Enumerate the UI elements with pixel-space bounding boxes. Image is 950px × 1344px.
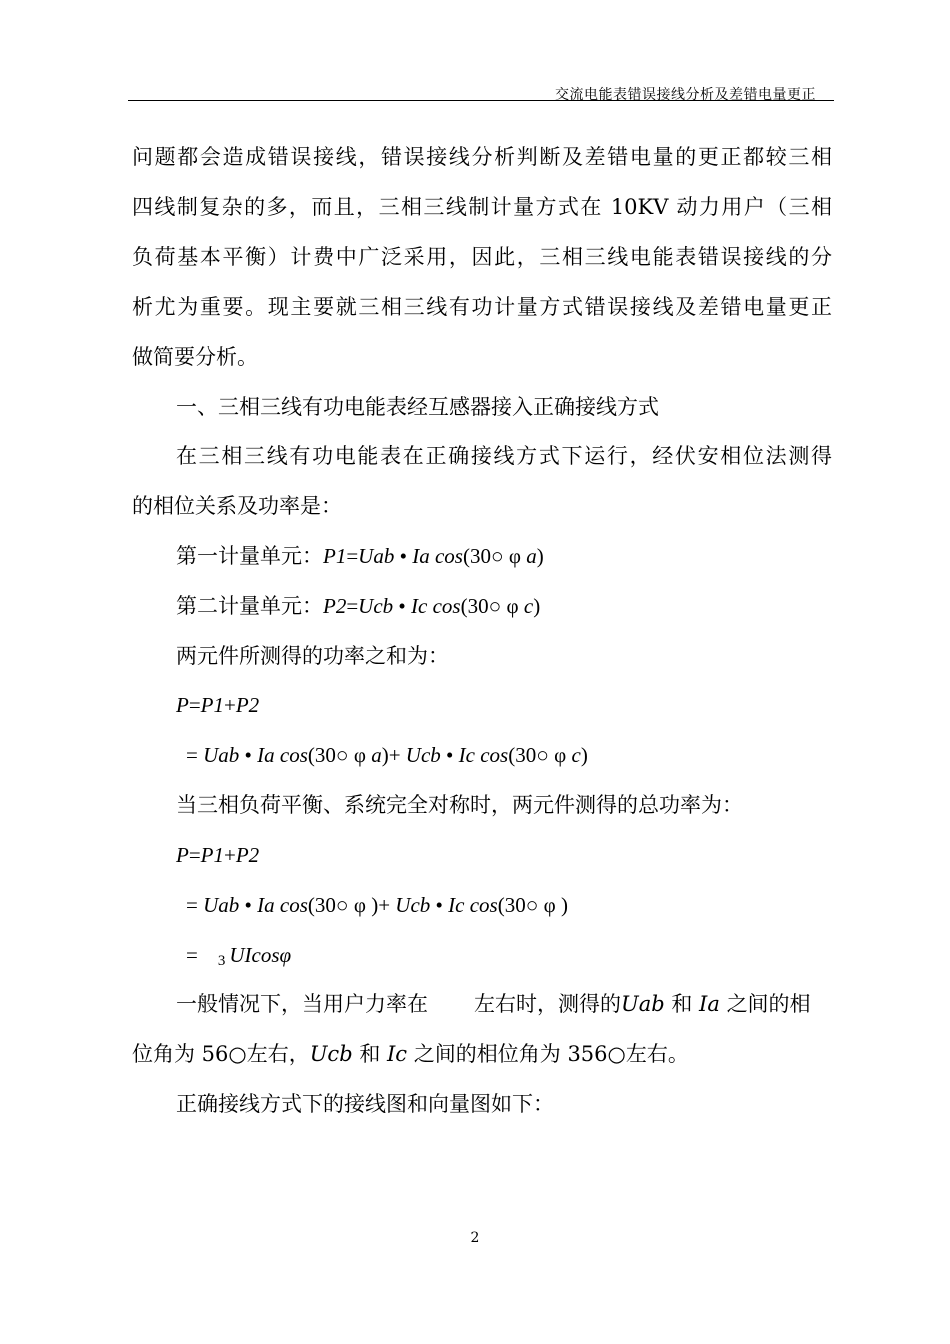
formula-result: = 3 UIcosφ [186, 943, 292, 969]
header-title: 交流电能表错误接线分析及差错电量更正 [555, 87, 816, 103]
section-heading: 一、三相三线有功电能表经互感器接入正确接线方式 [176, 395, 659, 419]
paragraph-line: 正确接线方式下的接线图和向量图如下： [176, 1092, 554, 1116]
paragraph-line: 位角为 56○左右，Ucb 和 Ic 之间的相位角为 356○左右。 [132, 1042, 689, 1066]
paragraph-line: 两元件所测得的功率之和为： [176, 644, 449, 668]
formula-balanced-expanded: = Uab • Ia cos(30○ φ )+ Ucb • Ic cos(30○ φ ) [186, 893, 569, 917]
paragraph-line: 一般情况下，当用户力率在 左右时，测得的Uab 和 Ia 之间的相 [176, 992, 811, 1016]
paragraph-line: 析尤为重要。现主要就三相三线有功计量方式错误接线及差错电量更正 [132, 295, 832, 319]
paragraph-line: 在三相三线有功电能表在正确接线方式下运行，经伏安相位法测得 [176, 444, 832, 468]
paragraph-line: 的相位关系及功率是： [132, 494, 342, 518]
paragraph-line: 负荷基本平衡）计费中广泛采用，因此，三相三线电能表错误接线的分 [132, 245, 832, 269]
formula-sum: P=P1+P2 [176, 693, 260, 717]
formula-unit1: 第一计量单元：P1=Uab • Ia cos(30○ φ a) [176, 544, 544, 568]
label: 第一计量单元： [176, 544, 323, 568]
formula-unit2: 第二计量单元：P2=Ucb • Ic cos(30○ φ c) [176, 594, 541, 618]
paragraph-line: 四线制复杂的多，而且，三相三线制计量方式在 10KV 动力用户（三相 [132, 195, 832, 219]
label: 第二计量单元： [176, 594, 323, 618]
sqrt3: 3 [217, 953, 226, 969]
paragraph-line: 问题都会造成错误接线，错误接线分析判断及差错电量的更正都较三相 [132, 145, 832, 169]
header-rule [128, 100, 834, 101]
paragraph-line: 做简要分析。 [132, 345, 258, 369]
paragraph-line: 当三相负荷平衡、系统完全对称时，两元件测得的总功率为： [176, 793, 743, 817]
formula-sum-expanded: = Uab • Ia cos(30○ φ a)+ Ucb • Ic cos(30○ φ c) [186, 743, 588, 767]
formula-sum-balanced: P=P1+P2 [176, 843, 260, 867]
page-number: 2 [470, 1230, 480, 1246]
